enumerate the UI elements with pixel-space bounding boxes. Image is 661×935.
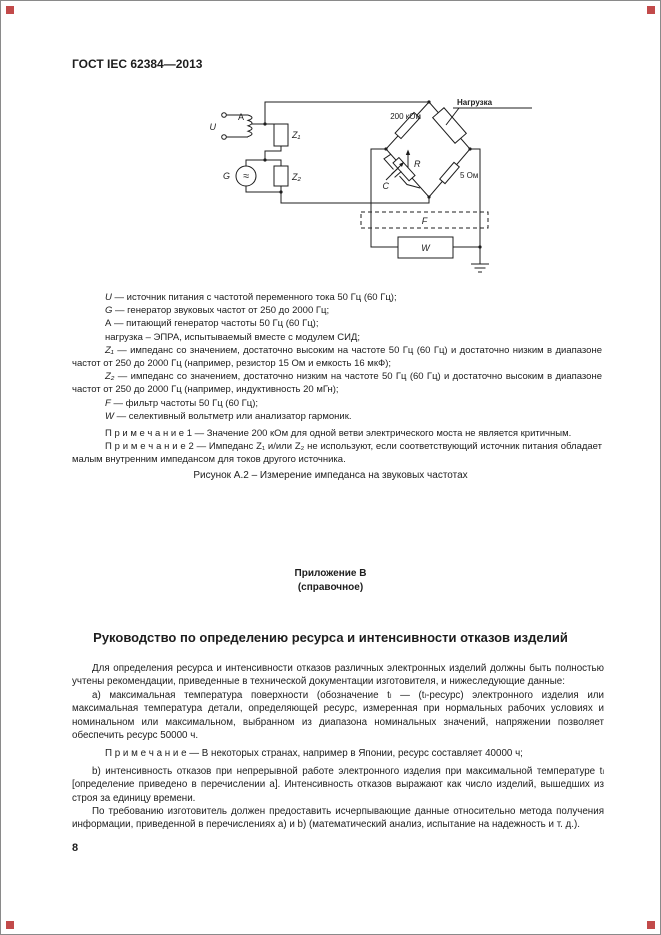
corner-mark — [6, 921, 14, 929]
circuit-diagram — [158, 88, 543, 288]
legend-symbol: F — [105, 397, 111, 409]
paragraph: Для определения ресурса и интенсивности отказов различных электронных изделий должны быть полностью учтены рекомендации, приведенные в технической документации изготовителя, и нижеследующие данные: — [72, 663, 604, 688]
resistor-5ohm-box — [440, 162, 460, 183]
figure-legend — [72, 291, 602, 467]
circuit-wires — [222, 102, 532, 272]
figure-caption: Рисунок А.2 – Измерение импеданса на звуковых частотах — [193, 470, 468, 481]
label-z2: Z₂ — [292, 172, 301, 182]
arrowhead-icon — [406, 150, 410, 156]
legend-item — [72, 291, 602, 304]
capacitor-arrow-icon — [386, 164, 402, 180]
legend-desc: — фильтр частоты 50 Гц (60 Гц); — [113, 397, 259, 409]
legend-desc: – ЭПРА, испытываемый вместе с модулем СИД; — [145, 331, 361, 343]
appendix-title: Приложение В — [294, 568, 367, 579]
label-5ohm: 5 Ом — [460, 171, 479, 180]
legend-symbol: W — [105, 410, 114, 422]
label-load: Нагрузка — [457, 98, 493, 107]
legend-symbol: Z₁ — [105, 344, 114, 356]
legend-symbol: U — [105, 292, 112, 303]
note-text: — Значение 200 кОм для одной ветви электрического моста не является критичным. — [194, 428, 572, 440]
label-r: R — [414, 159, 421, 169]
impedance-z2-box — [274, 166, 288, 186]
legend-desc: — импеданс со значением, достаточно низким на частоте 50 Гц (60 Гц) и достаточно высоким в диапазоне частот от 250 до 2000 Гц (например, индуктивность 20 мГн); — [72, 371, 602, 396]
corner-mark — [6, 6, 14, 14]
legend-symbol: А — [105, 318, 112, 330]
legend-item — [72, 317, 602, 330]
legend-item — [72, 304, 602, 317]
label-z1: Z₁ — [292, 130, 301, 140]
note-line — [72, 440, 602, 466]
legend-desc: — источник питания с частотой переменного тока 50 Гц (60 Гц); — [114, 292, 397, 303]
legend-item — [72, 410, 602, 423]
legend-desc: — импеданс со значением, достаточно высоким на частоте 50 Гц (60 Гц) и достаточно низким в диапазоне частот от 250 до 2000 Гц (например, резистор 15 Ом и емкость 16 мкФ); — [72, 344, 602, 370]
paragraph: По требованию изготовитель должен предоставить исчерпывающие данные относительно метода получения информации, приведенной в перечислениях а) и b) (математический анализ, испытание на надежность и т. д.). — [72, 806, 604, 831]
autotransformer-coil — [248, 115, 252, 137]
corner-mark — [647, 921, 655, 929]
label-w: W — [421, 243, 430, 253]
corner-mark — [647, 6, 655, 14]
load-leader-line — [446, 108, 532, 125]
legend-item — [72, 331, 602, 344]
note-label: П р и м е ч а н и е — [105, 748, 187, 760]
note-text: — Импеданс Z₁ и/или Z₂ не используют, если соответствующий источник питания обладает малым внутренним импедансом для токов другого источника. — [72, 441, 603, 466]
legend-item — [72, 370, 602, 396]
list-item-b: b) интенсивность отказов при непрерывной работе электронного изделия при максимальной температуре tₗ [определение приведено в перечислении а]. Интенсивность отказов выражают как число изделий, вышедших из строя за единицу времени. — [72, 765, 604, 804]
label-u: U — [209, 122, 216, 132]
legend-item — [72, 344, 602, 370]
list-item-a: а) максимальная температура поверхности (обозначение tₗ — (tₗ-ресурс) электронного изделия или максимальная температура детали, определяющей ресурс, измеренная при нормальных рабочих условиях и номинальном или максимальном, выбранном из диапазона номинальных значений, напряжении позволяет обеспечить ресурс 50000 ч. — [72, 689, 604, 742]
impedance-z1-box — [274, 124, 288, 146]
label-a: А — [237, 112, 244, 122]
label-f: F — [421, 216, 428, 226]
note-text: — В некоторых странах, например в Японии, ресурс составляет 40000 ч; — [189, 748, 523, 760]
page-number: 8 — [72, 842, 79, 854]
body-text — [72, 662, 604, 832]
section-heading: Руководство по определению ресурса и интенсивности отказов изделий — [93, 630, 568, 645]
note-line — [72, 427, 602, 440]
label-g: G — [222, 171, 230, 181]
note-label: П р и м е ч а н и е 2 — [105, 441, 194, 453]
appendix-heading — [0, 567, 661, 595]
load-box — [433, 108, 467, 143]
document-title: ГОСТ IEC 62384—2013 — [72, 57, 203, 71]
appendix-subtitle: (справочное) — [297, 582, 364, 593]
ground-icon — [471, 264, 489, 272]
legend-desc: — селективный вольтметр или анализатор гармоник. — [116, 410, 352, 422]
label-c: C — [382, 181, 389, 191]
legend-item — [72, 397, 602, 410]
legend-symbol: нагрузка — [105, 331, 143, 343]
legend-symbol: Z₂ — [105, 371, 115, 383]
terminal-icon — [222, 135, 227, 140]
figure-notes — [72, 427, 602, 467]
legend-symbol: G — [105, 305, 113, 317]
label-200k: 200 кОм — [390, 112, 421, 121]
legend-desc: — генератор звуковых частот от 250 до 2000 Гц; — [115, 305, 330, 317]
tilde-icon: ≈ — [242, 170, 250, 183]
legend-desc: — питающий генератор частоты 50 Гц (60 Гц); — [113, 318, 319, 330]
note-line — [72, 747, 604, 760]
terminal-icon — [222, 113, 227, 118]
note-label: П р и м е ч а н и е 1 — [105, 428, 192, 440]
